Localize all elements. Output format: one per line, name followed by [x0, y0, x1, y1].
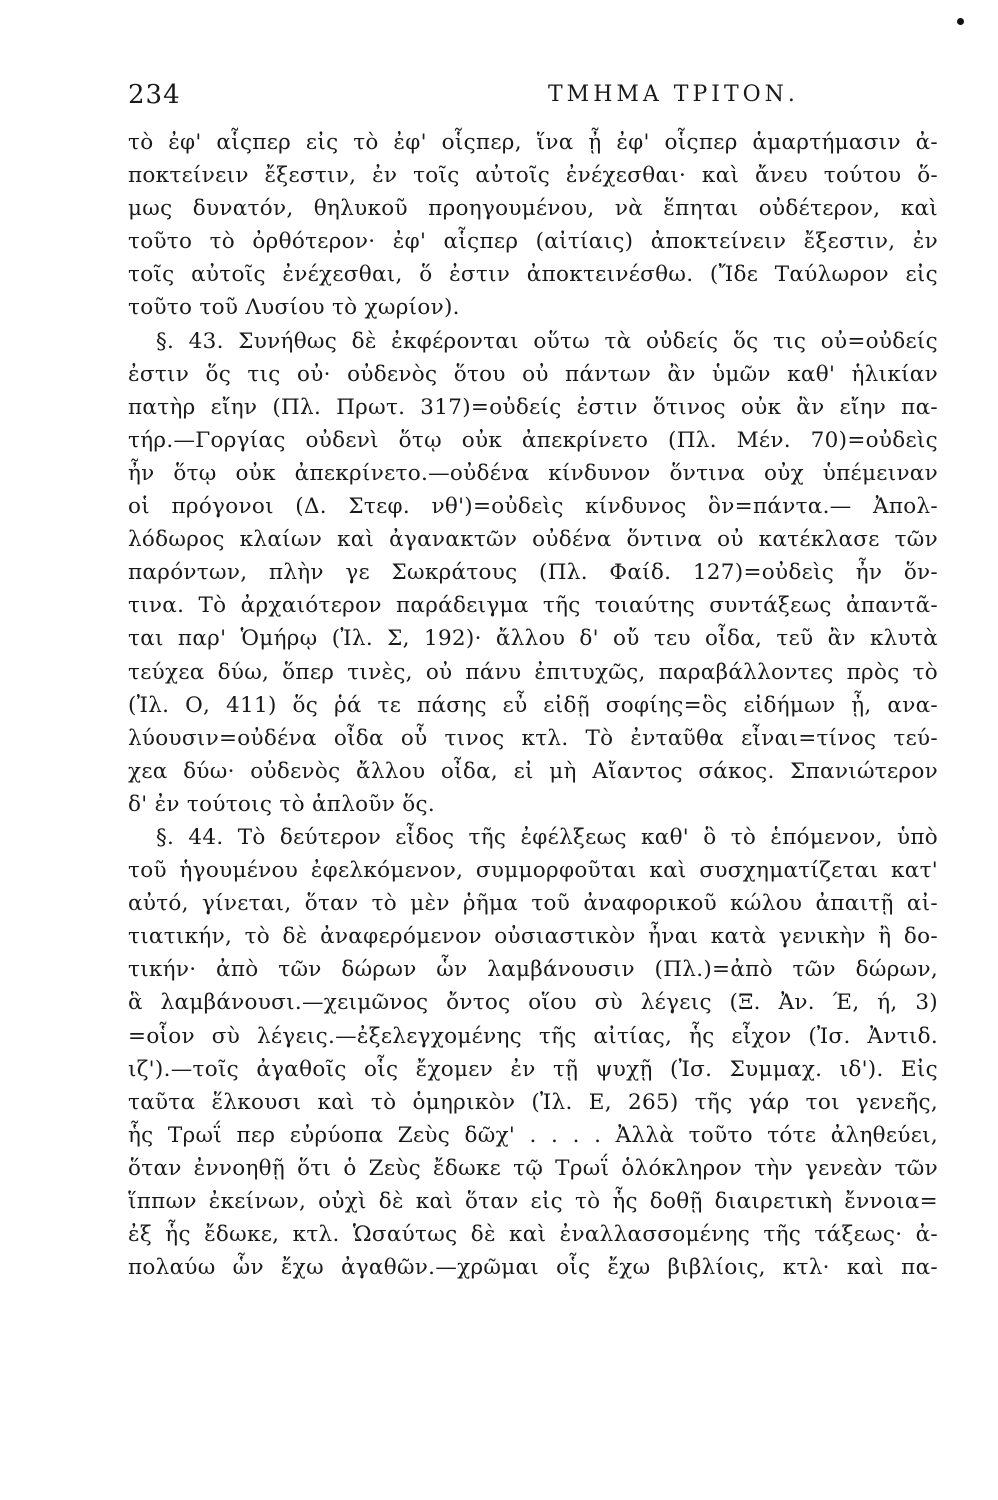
- running-title: ΤΜΗΜΑ ΤΡΙΤΟΝ.: [548, 82, 799, 107]
- text-line: τοῖς αὐτοῖς ἐνέχεσθαι, ὅ ἐστιν ἀποκτεινέσθω. (Ἴδε Ταύλωρον εἰς: [128, 262, 938, 288]
- page-header: [128, 80, 938, 120]
- text-line: ταῦτα ἕλκουσι καὶ τὸ ὁμηρικὸν (Ἰλ. Ε, 265) τῆς γάρ τοι γενεῆς,: [128, 1089, 938, 1115]
- text-line: ὅταν ἐννοηθῇ ὅτι ὁ Ζεὺς ἔδωκε τῷ Τρωΐ ὁλόκληρον τὴν γενεὰν τῶν: [128, 1155, 938, 1181]
- text-line: τοῦτο τοῦ Λυσίου τὸ χωρίον).: [128, 295, 460, 321]
- text-line: ται παρ' Ὁμήρῳ (Ἰλ. Σ, 192)· ἄλλου δ' οὔ τευ οἶδα, τεῦ ἂν κλυτὰ: [128, 626, 938, 652]
- text-line: ιζ').—τοῖς ἀγαθοῖς οἷς ἔχομεν ἐν τῇ ψυχῇ (Ἰσ. Συμμαχ. ιδ'). Εἰς: [128, 1056, 938, 1082]
- section-43-start: §. 43. Συνήθως δὲ ἐκφέρονται οὕτω τὰ οὐδείς ὅς τις οὐ=οὐδείς: [156, 328, 938, 354]
- text-line: ἵππων ἐκείνων, οὐχὶ δὲ καὶ ὅταν εἰς τὸ ἧς δοθῇ διαιρετικὴ ἔννοια=: [128, 1189, 938, 1214]
- text-line: οἱ πρόγονοι (Δ. Στεφ. νθ')=οὐδεὶς κίνδυνος ὃν=πάντα.— Ἀπολ-: [128, 494, 938, 520]
- text-line: ἦν ὅτῳ οὐκ ἀπεκρίνετο.—οὐδένα κίνδυνον ὅντινα οὐχ ὑπέμειναν: [128, 460, 938, 486]
- text-line: αὐτό, γίνεται, ὅταν τὸ μὲν ῥῆμα τοῦ ἀναφορικοῦ κώλου ἀπαιτῇ αἰ-: [128, 891, 938, 917]
- text-line: χεα δύω· οὐδενὸς ἄλλου οἶδα, εἰ μὴ Αἴαντος σάκος. Σπανιώτερον: [128, 758, 938, 784]
- text-line: λόδωρος κλαίων καὶ ἀγανακτῶν οὐδένα ὅντινα οὐ κατέκλασε τῶν: [128, 527, 938, 553]
- text-line: ἃ λαμβάνουσι.—χειμῶνος ὄντος οἵου σὺ λέγεις (Ξ. Ἀν. Έ, ή, 3): [128, 990, 938, 1016]
- text-line: ἧς Τρωΐ περ εὐρύοπα Ζεὺς δῶχ' . . . . Ἀλλὰ τοῦτο τότε ἀληθεύει,: [128, 1122, 938, 1148]
- body-text: [128, 126, 938, 1284]
- text-line: (Ἰλ. Ο, 411) ὅς ῥά τε πάσης εὖ εἰδῇ σοφίης=ὃς εἰδήμων ᾖ, ανα-: [128, 692, 938, 718]
- ink-dot: [957, 18, 964, 25]
- text-line: τινα. Τὸ ἀρχαιότερον παράδειγμα τῆς τοιαύτης συντάξεως ἀπαντᾶ-: [128, 593, 938, 619]
- section-44-start: §. 44. Τὸ δεύτερον εἶδος τῆς ἐφέλξεως καθ' ὃ τὸ ἑπόμενον, ὑπὸ: [156, 824, 938, 850]
- text-line: πατὴρ εἴην (Πλ. Πρωτ. 317)=οὐδείς ἐστιν ὅτινος οὐκ ἂν εἴην πα-: [128, 394, 938, 420]
- text-line: μως δυνατόν, θηλυκοῦ προηγουμένου, νὰ ἕπηται οὐδέτερον, καὶ: [128, 196, 938, 222]
- text-line: τοῦ ἡγουμένου ἐφελκόμενον, συμμορφοῦται καὶ συσχηματίζεται κατ': [128, 858, 938, 884]
- text-line: ἐξ ἧς ἔδωκε, κτλ. Ὡσαύτως δὲ καὶ ἐναλλασσομένης τῆς τάξεως· ἀ-: [128, 1222, 938, 1248]
- text-line: ποκτείνειν ἔξεστιν, ἐν τοῖς αὐτοῖς ἐνέχεσθαι· καὶ ἄνευ τούτου ὅ-: [128, 163, 938, 189]
- text-line: τιατικήν, τὸ δὲ ἀναφερόμενον οὐσιαστικὸν ἦναι κατὰ γενικὴν ἢ δο-: [128, 924, 938, 950]
- text-line: ἐστιν ὅς τις οὐ· οὐδενὸς ὅτου οὐ πάντων ἂν ὑμῶν καθ' ἡλικίαν: [128, 361, 938, 387]
- text-line: δ' ἐν τούτοις τὸ ἁπλοῦν ὅς.: [128, 791, 435, 817]
- text-line: λύουσιν=οὐδένα οἶδα οὗ τινος κτλ. Τὸ ἐνταῦθα εἶναι=τίνος τεύ-: [128, 725, 938, 751]
- text-line: =οἷον σὺ λέγεις.—ἐξελεγχομένης τῆς αἰτίας, ἧς εἶχον (Ἰσ. Ἀντιδ.: [128, 1023, 938, 1049]
- page-number: 234: [128, 80, 181, 110]
- text-line: τὸ ἐφ' αἷςπερ εἰς τὸ ἐφ' οἷςπερ, ἵνα ᾖ ἐφ' οἷςπερ ἁμαρτήμασιν ἀ-: [128, 130, 938, 155]
- text-line: τοῦτο τὸ ὀρθότερον· ἐφ' αἷςπερ (αἰτίαις) ἀποκτείνειν ἔξεστιν, ἐν: [128, 229, 938, 255]
- text-line: παρόντων, πλὴν γε Σωκράτους (Πλ. Φαίδ. 127)=οὐδεὶς ἦν ὅν-: [128, 560, 938, 586]
- text-line: τικήν· ἀπὸ τῶν δώρων ὧν λαμβάνουσιν (Πλ.)=ἀπὸ τῶν δώρων,: [128, 957, 938, 983]
- text-line: τήρ.—Γοργίας οὐδενὶ ὅτῳ οὐκ ἀπεκρίνετο (Πλ. Μέν. 70)=οὐδεὶς: [128, 427, 938, 453]
- text-line: τεύχεα δύω, ὅπερ τινὲς, οὐ πάνυ ἐπιτυχῶς, παραβάλλοντες πρὸς τὸ: [128, 659, 938, 685]
- text-line: πολαύω ὧν ἔχω ἀγαθῶν.—χρῶμαι οἷς ἔχω βιβλίοις, κτλ· καὶ πα-: [128, 1255, 938, 1281]
